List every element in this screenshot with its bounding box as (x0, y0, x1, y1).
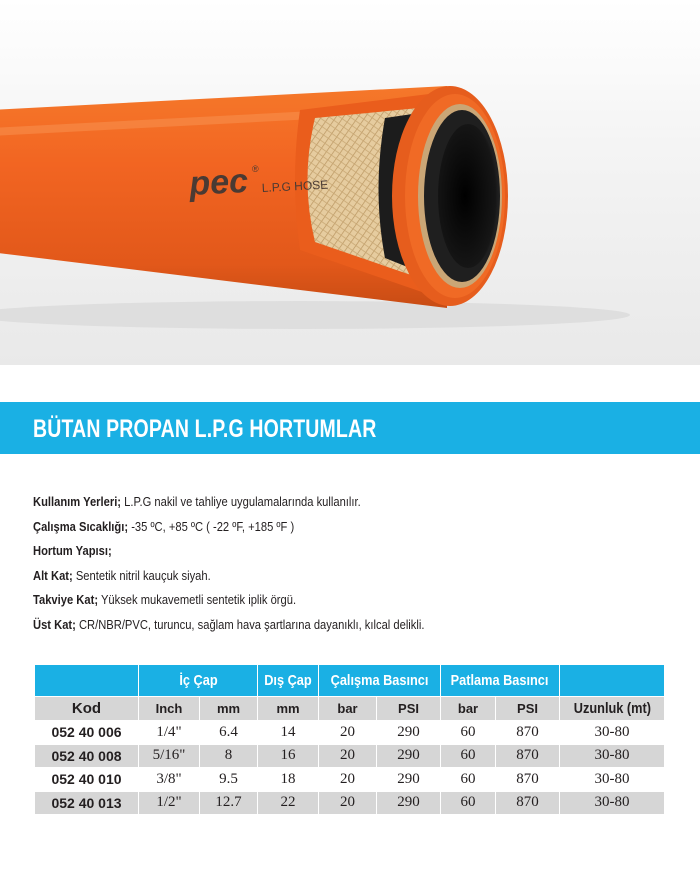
table-group-header-row (35, 665, 665, 697)
cell-psi-patlama: 870 (496, 768, 560, 792)
header-ic-cap: İç Çap (139, 665, 258, 697)
cell-bar-patlama: 60 (441, 721, 496, 745)
page-title: BÜTAN PROPAN L.P.G HORTUMLAR (33, 415, 377, 443)
hose-illustration (0, 0, 700, 365)
brand-logo: pec (188, 161, 249, 203)
spec-inner-layer (33, 564, 583, 589)
cell-mm-dis: 14 (258, 721, 319, 745)
table-header-empty (560, 665, 665, 697)
cell-mm-dis: 18 (258, 768, 319, 792)
specifications (33, 490, 673, 637)
header-psi-patlama: PSI (496, 697, 560, 721)
cell-mm-dis: 16 (258, 744, 319, 768)
header-psi-calisma: PSI (377, 697, 441, 721)
cell-psi-patlama: 870 (496, 721, 560, 745)
cell-inch: 1/2" (139, 791, 200, 815)
cell-uzunluk: 30-80 (560, 768, 665, 792)
spec-text: Sentetik nitril kauçuk siyah. (72, 567, 211, 583)
header-uzunluk: Uzunluk (mt) (560, 697, 665, 721)
spec-label: Çalışma Sıcaklığı; (33, 518, 129, 534)
header-dis-cap: Dış Çap (258, 665, 319, 697)
cell-uzunluk: 30-80 (560, 791, 665, 815)
cell-mm-ic: 6.4 (200, 721, 258, 745)
table-row (35, 791, 665, 815)
cell-psi-calisma: 290 (377, 721, 441, 745)
header-bar-patlama: bar (441, 697, 496, 721)
header-bar-calisma: bar (319, 697, 377, 721)
spec-usage (33, 490, 583, 515)
table-row (35, 744, 665, 768)
cell-bar-patlama: 60 (441, 744, 496, 768)
cell-kod: 052 40 013 (35, 791, 139, 815)
cell-psi-calisma: 290 (377, 791, 441, 815)
cell-psi-patlama: 870 (496, 744, 560, 768)
spec-label: Kullanım Yerleri; (33, 494, 122, 509)
cell-psi-calisma: 290 (377, 768, 441, 792)
table-sub-header-row (35, 697, 665, 721)
cell-inch: 3/8" (139, 768, 200, 792)
spec-label: Takviye Kat; (33, 592, 99, 607)
header-calisma-basinci: Çalışma Basıncı (319, 665, 441, 697)
spec-temperature (33, 515, 583, 540)
spec-text: L.P.G nakil ve tahliye uygulamalarında kullanılır. (121, 494, 361, 509)
header-patlama-basinci: Patlama Basıncı (441, 665, 560, 697)
cell-bar-patlama: 60 (441, 791, 496, 815)
hose-product-image (0, 0, 700, 365)
cell-uzunluk: 30-80 (560, 744, 665, 768)
header-mm-dis: mm (258, 697, 319, 721)
cell-bar-calisma: 20 (319, 768, 377, 792)
cell-psi-calisma: 290 (377, 744, 441, 768)
cell-kod: 052 40 008 (35, 744, 139, 768)
cell-uzunluk: 30-80 (560, 721, 665, 745)
product-label: L.P.G HOSE (261, 177, 329, 195)
cell-mm-ic: 9.5 (200, 768, 258, 792)
spec-label: Alt Kat; (33, 567, 73, 583)
cell-kod: 052 40 010 (35, 768, 139, 792)
spec-text: -35 ºC, +85 ºC ( -22 ºF, +185 ºF ) (128, 518, 295, 534)
cell-inch: 5/16" (139, 744, 200, 768)
spec-text: CR/NBR/PVC, turuncu, sağlam hava şartlarına dayanıklı, kılcal delikli. (75, 616, 425, 632)
cell-bar-patlama: 60 (441, 768, 496, 792)
spec-structure (33, 539, 583, 564)
header-mm-ic: mm (200, 697, 258, 721)
spec-label: Hortum Yapısı; (33, 543, 112, 558)
cell-psi-patlama: 870 (496, 791, 560, 815)
cell-bar-calisma: 20 (319, 791, 377, 815)
cell-inch: 1/4" (139, 721, 200, 745)
cell-mm-ic: 12.7 (200, 791, 258, 815)
spec-reinforcement (33, 588, 583, 613)
spec-outer-layer (33, 613, 583, 638)
table-row (35, 721, 665, 745)
cell-bar-calisma: 20 (319, 721, 377, 745)
cell-bar-calisma: 20 (319, 744, 377, 768)
spec-text: Yüksek mukavemetli sentetik iplik örgü. (98, 592, 297, 607)
cell-mm-dis: 22 (258, 791, 319, 815)
spec-label: Üst Kat; (33, 616, 76, 632)
header-inch: Inch (139, 697, 200, 721)
header-kod: Kod (35, 697, 139, 721)
cell-kod: 052 40 006 (35, 721, 139, 745)
table-header-empty (35, 665, 139, 697)
brand-registered-mark: ® (252, 164, 259, 174)
title-banner (0, 402, 700, 454)
product-table (34, 664, 665, 815)
table-row (35, 768, 665, 792)
cell-mm-ic: 8 (200, 744, 258, 768)
